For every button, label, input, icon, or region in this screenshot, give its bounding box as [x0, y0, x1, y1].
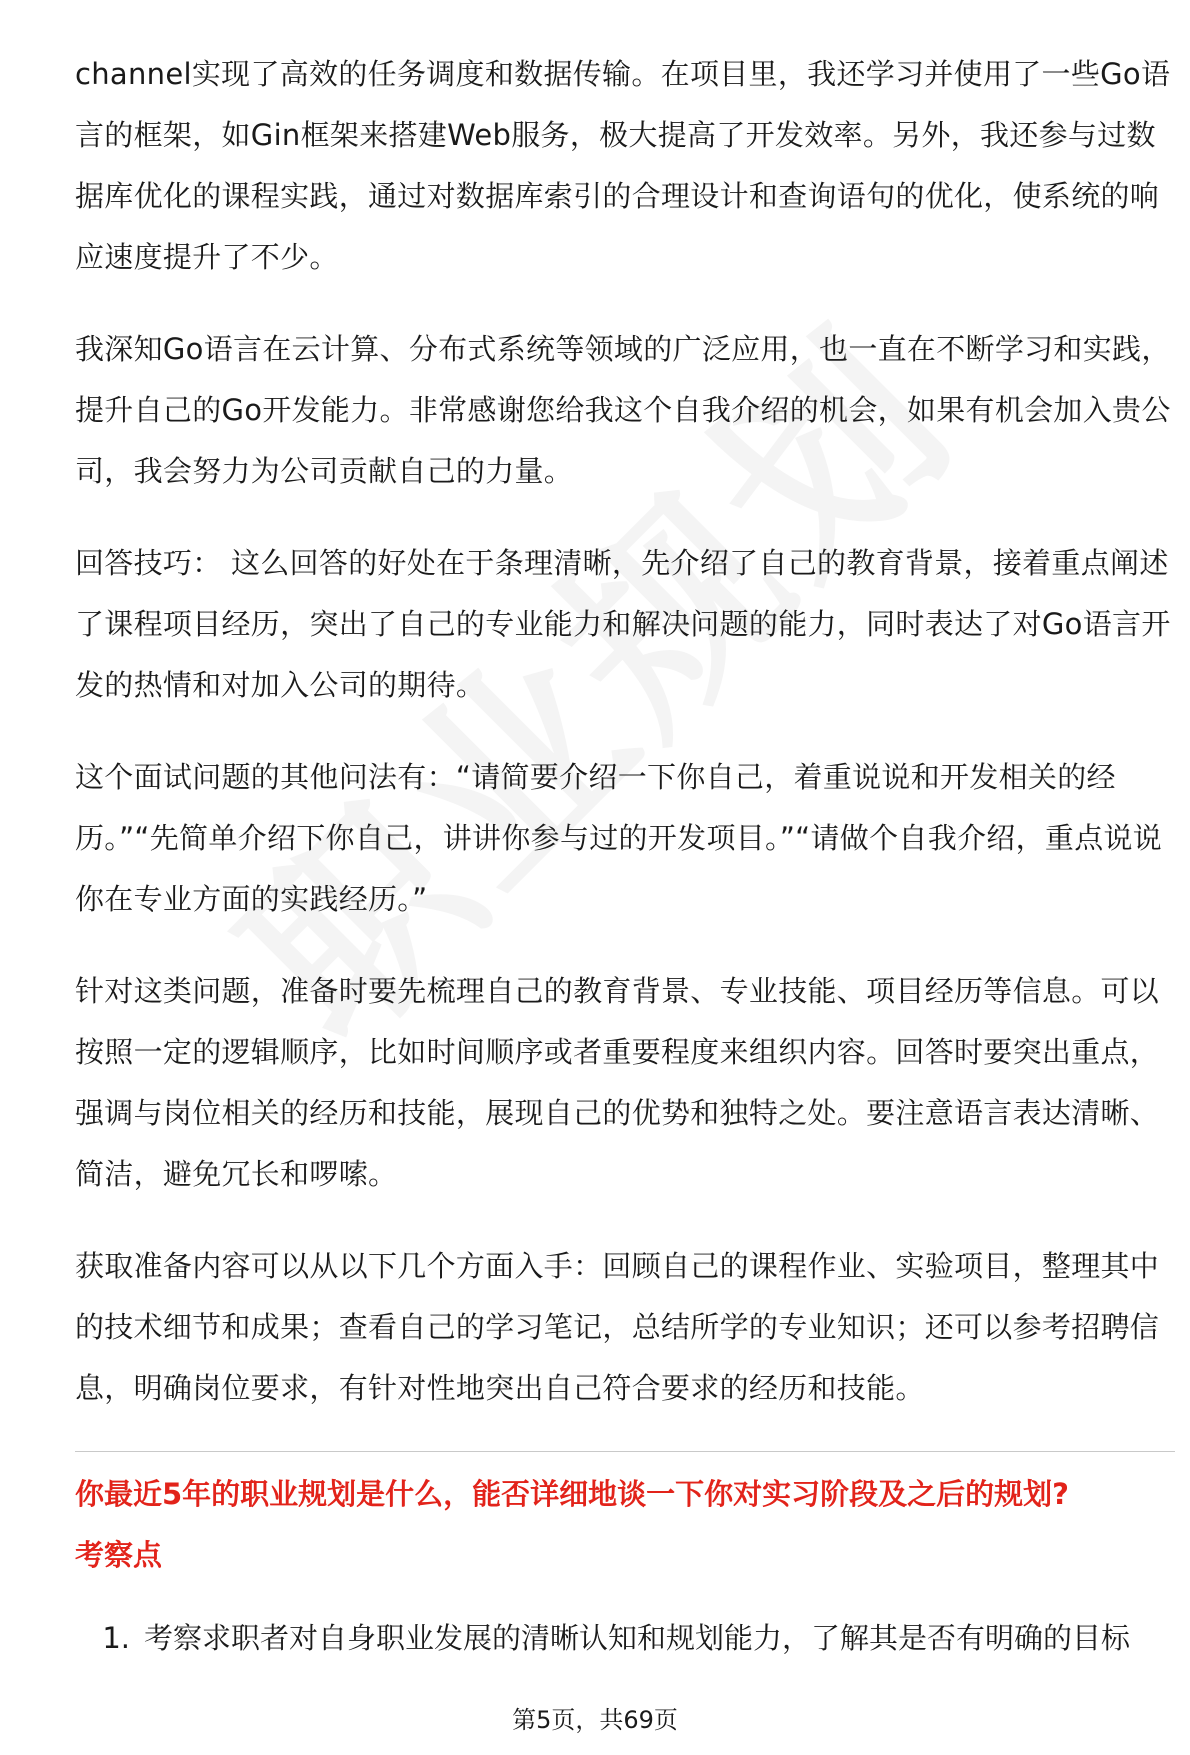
assessment-points-title: 考察点: [75, 1538, 163, 1572]
paragraph-alternative-questions: 这个面试问题的其他问法有：“请简要介绍一下你自己，着重说说和开发相关的经历。”“先简单介绍下你自己，讲讲你参与过的开发项目。”“请做个自我介绍，重点说说你在专业方面的实践经历。”: [75, 760, 1163, 916]
page-number: 第5页，共69页: [512, 1706, 678, 1734]
paragraph-sources: 获取准备内容可以从以下几个方面入手：回顾自己的课程作业、实验项目，整理其中的技术细节和成果；查看自己的学习笔记，总结所学的专业知识；还可以参考招聘信息，明确岗位要求，有针对性地突出自己符合要求的经历和技能。: [75, 1249, 1160, 1405]
assessment-points-list: [75, 1608, 1175, 1669]
paragraph-preparation: 针对这类问题，准备时要先梳理自己的教育背景、专业技能、项目经历等信息。可以按照一定的逻辑顺序，比如时间顺序或者重要程度来组织内容。回答时要突出重点，强调与岗位相关的经历和技能，展现自己的优势和独特之处。要注意语言表达清晰、简洁，避免冗长和啰嗦。: [75, 974, 1160, 1191]
list-item-number: 1.: [102, 1621, 130, 1655]
section-divider: [75, 1451, 1175, 1452]
document-body: [75, 44, 1175, 1669]
paragraph-answer-tips: 回答技巧： 这么回答的好处在于条理清晰，先介绍了自己的教育背景，接着重点阐述了课程项目经历，突出了自己的专业能力和解决问题的能力，同时表达了对Go语言开发的热情和对加入公司的期待。: [75, 546, 1171, 702]
list-item: [75, 1608, 1175, 1669]
paragraph-2: 我深知Go语言在云计算、分布式系统等领域的广泛应用，也一直在不断学习和实践，提升自己的Go开发能力。非常感谢您给我这个自我介绍的机会，如果有机会加入贵公司，我会努力为公司贡献自己的力量。: [75, 332, 1171, 488]
paragraph-1: channel实现了高效的任务调度和数据传输。在项目里，我还学习并使用了一些Go语言的框架，如Gin框架来搭建Web服务，极大提高了开发效率。另外，我还参与过数据库优化的课程实践，通过对数据库索引的合理设计和查询语句的优化，使系统的响应速度提升了不少。: [75, 57, 1171, 274]
question-heading: 你最近5年的职业规划是什么，能否详细地谈一下你对实习阶段及之后的规划?: [75, 1477, 1070, 1511]
list-item-text: 考察求职者对自身职业发展的清晰认知和规划能力，了解其是否有明确的目标: [144, 1621, 1131, 1655]
